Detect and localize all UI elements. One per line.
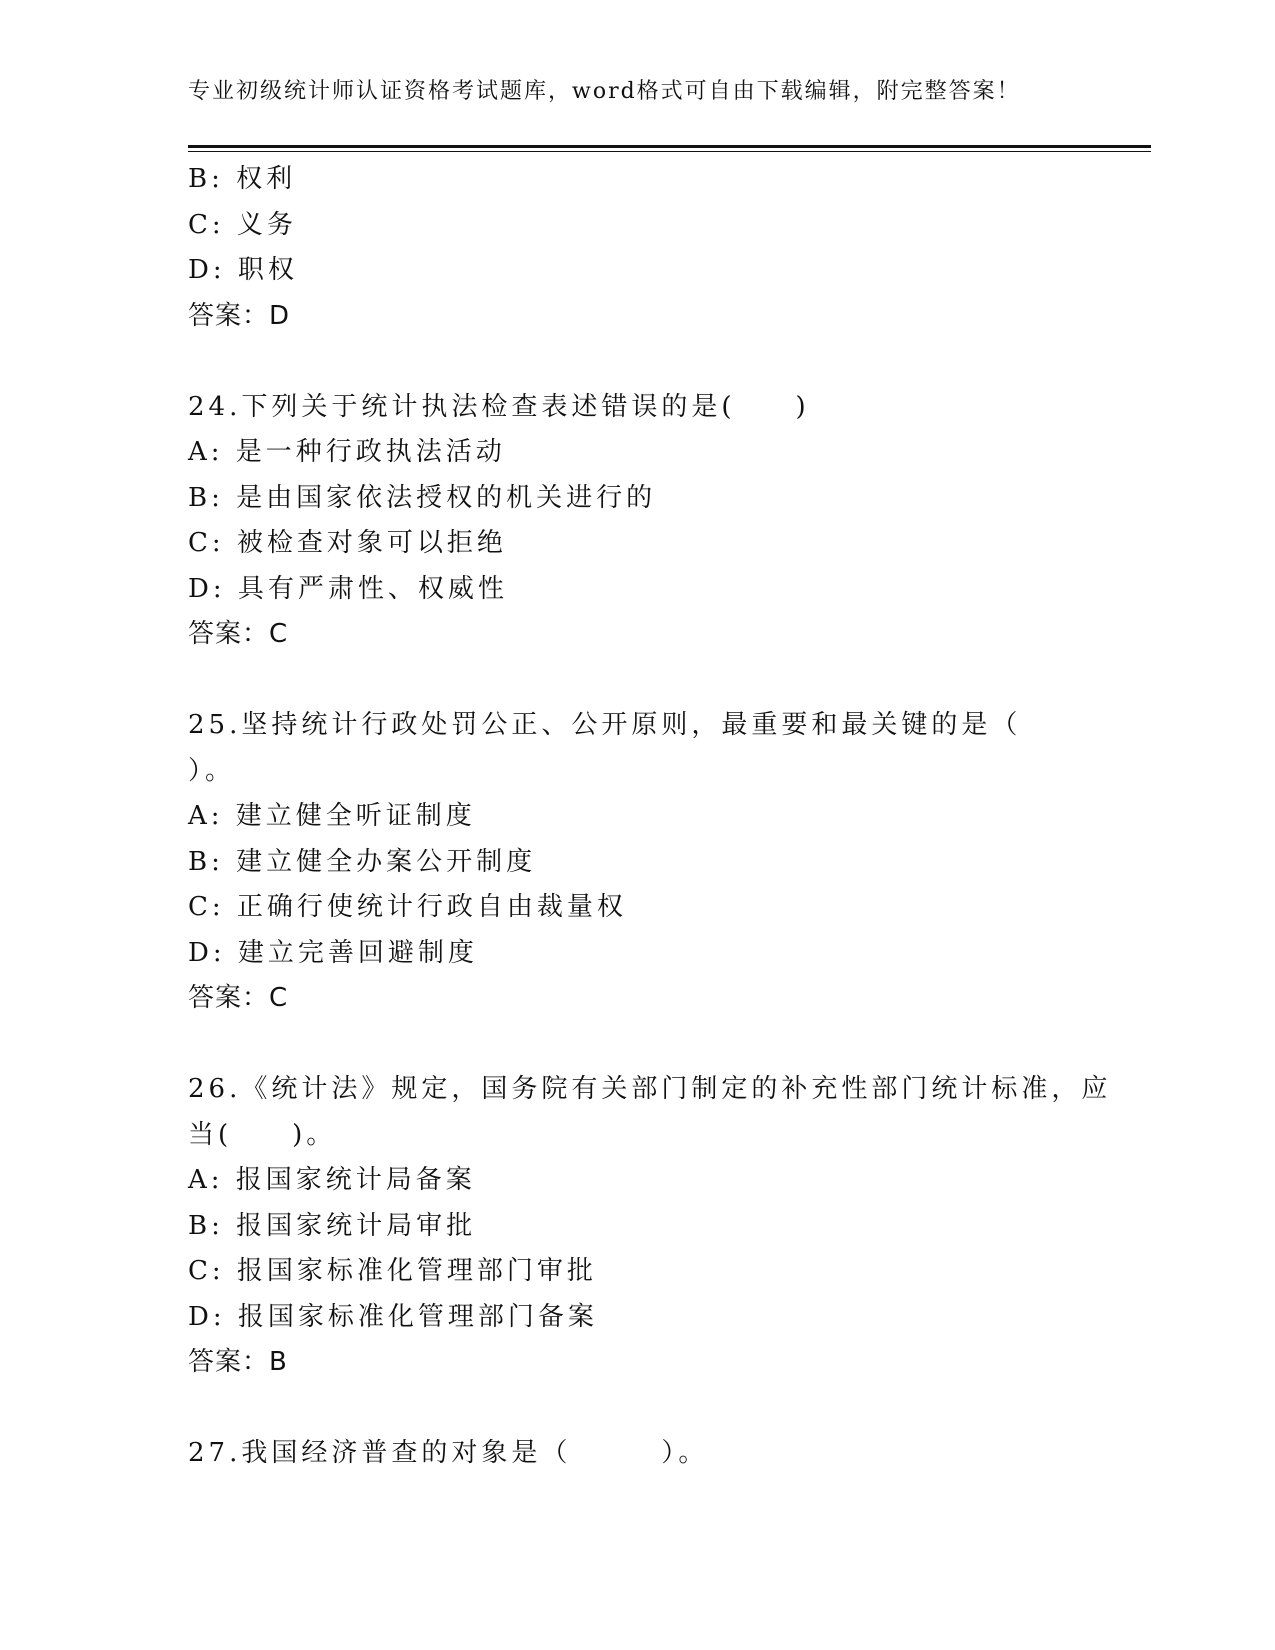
question-25 <box>188 703 1088 1022</box>
question-stem-continued: ）。 <box>188 755 236 786</box>
question-stem: 26.《统计法》规定，国务院有关部门制定的补充性部门统计标准，应 <box>188 1074 1112 1104</box>
option-d: D: 职权 <box>188 255 298 285</box>
question-24 <box>188 385 1088 658</box>
option-a: A: 报国家统计局备案 <box>188 1165 476 1195</box>
option-d: D: 建立完善回避制度 <box>188 937 478 968</box>
question-list <box>188 157 1112 1477</box>
option-b: B: 建立健全办案公开制度 <box>188 846 537 877</box>
page-header: 专业初级统计师认证资格考试题库，word格式可自由下载编辑，附完整答案！ <box>188 79 1021 104</box>
option-a: A: 是一种行政执法活动 <box>188 437 506 467</box>
option-d: D: 报国家标准化管理部门备案 <box>188 1301 598 1332</box>
option-c: C: 正确行使统计行政自由裁量权 <box>188 892 627 922</box>
answer-line: 答案：B <box>188 1347 288 1377</box>
answer-line: 答案：D <box>188 300 291 331</box>
option-c: C: 义务 <box>188 209 297 240</box>
option-c: C: 被检查对象可以拒绝 <box>188 528 507 558</box>
option-b: B: 报国家统计局审批 <box>188 1210 477 1241</box>
option-b: B: 是由国家依法授权的机关进行的 <box>188 482 657 513</box>
question-23-tail <box>188 157 1088 339</box>
question-stem: 24.下列关于统计执法检查表述错误的是( ) <box>188 391 810 422</box>
question-stem: 25.坚持统计行政处罚公正、公开原则，最重要和最关键的是（ <box>188 710 1022 740</box>
question-stem-continued: 当( )。 <box>188 1119 337 1150</box>
option-d: D: 具有严肃性、权威性 <box>188 573 508 604</box>
option-b: B: 权利 <box>188 164 297 194</box>
answer-line: 答案：C <box>188 983 289 1013</box>
header-rule-thick <box>188 145 1151 148</box>
question-27 <box>188 1431 1088 1477</box>
option-c: C: 报国家标准化管理部门审批 <box>188 1256 597 1286</box>
question-26 <box>188 1067 1112 1386</box>
header-rule-thin <box>188 151 1151 152</box>
option-a: A: 建立健全听证制度 <box>188 801 476 831</box>
answer-line: 答案：C <box>188 619 289 649</box>
question-stem: 27.我国经济普查的对象是（ ）。 <box>188 1438 709 1468</box>
